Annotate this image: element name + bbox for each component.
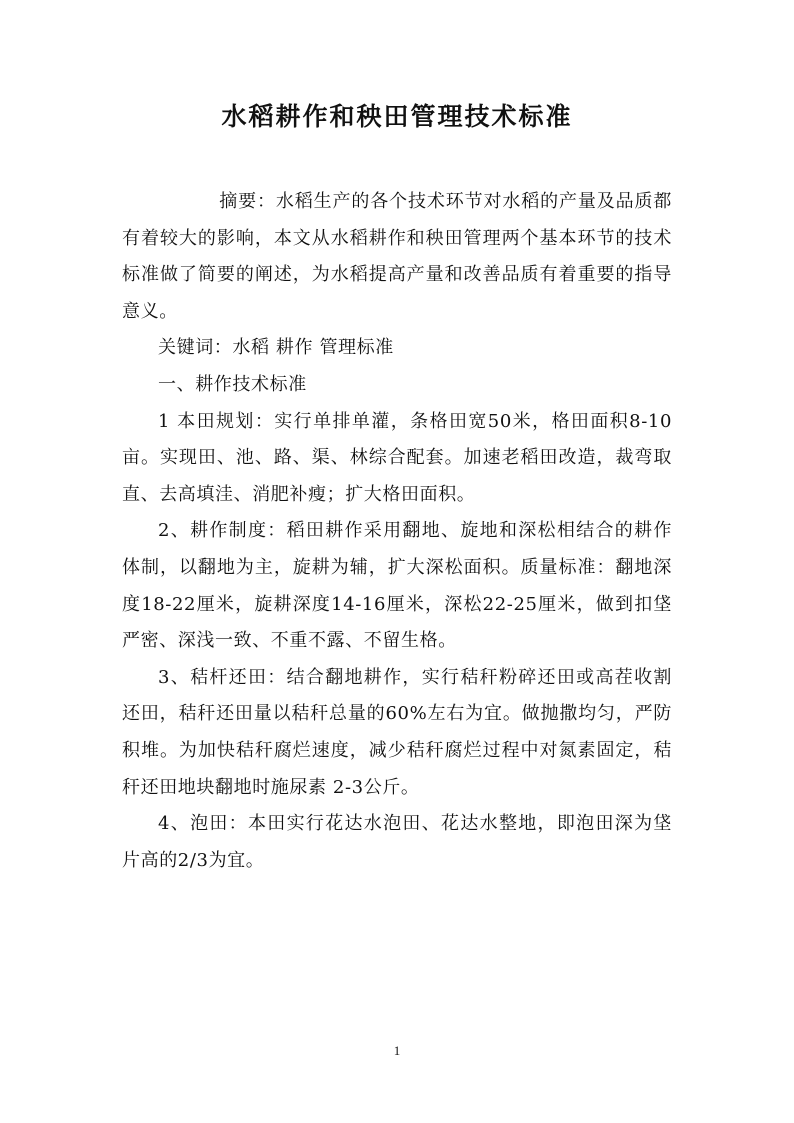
abstract-paragraph: 摘要：水稻生产的各个技术环节对水稻的产量及品质都有着较大的影响，本文从水稻耕作和秧田管理两个基本环节的技术标准做了简要的阐述，为水稻提高产量和改善品质有着重要的指导意义。 bbox=[122, 191, 672, 322]
document-body bbox=[122, 184, 672, 879]
body-paragraph: 4、泡田：本田实行花达水泡田、花达水整地，即泡田深为垡片高的2/3为宜。 bbox=[122, 813, 672, 871]
keywords-paragraph: 关键词：水稻 耕作 管理标准 bbox=[158, 337, 394, 359]
body-paragraph: 1 本田规划：实行单排单灌，条格田宽50米，格田面积8-10亩。实现田、池、路、渠、林综合配套。加速老稻田改造，裁弯取直、去高填洼、消肥补瘦；扩大格田面积。 bbox=[122, 410, 672, 505]
page-number: 1 bbox=[393, 1043, 401, 1058]
section-heading: 一、耕作技术标准 bbox=[158, 373, 307, 395]
body-paragraph: 2、耕作制度：稻田耕作采用翻地、旋地和深松相结合的耕作体制，以翻地为主，旋耕为辅，扩大深松面积。质量标准：翻地深度18-22厘米，旋耕深度14-16厘米，深松22-25厘米，做到扣垡严密、深浅一致、不重不露、不留生格。 bbox=[122, 520, 672, 652]
document-title: 水稻耕作和秧田管理技术标准 bbox=[221, 102, 573, 131]
body-paragraph: 3、秸杆还田：结合翻地耕作，实行秸秆粉碎还田或高茬收割还田，秸秆还田量以秸秆总量的60%左右为宜。做抛撒均匀，严防积堆。为加快秸秆腐烂速度，减少秸秆腐烂过程中对氮素固定，秸秆还田地块翻地时施尿素 2-3公斤。 bbox=[122, 666, 672, 798]
